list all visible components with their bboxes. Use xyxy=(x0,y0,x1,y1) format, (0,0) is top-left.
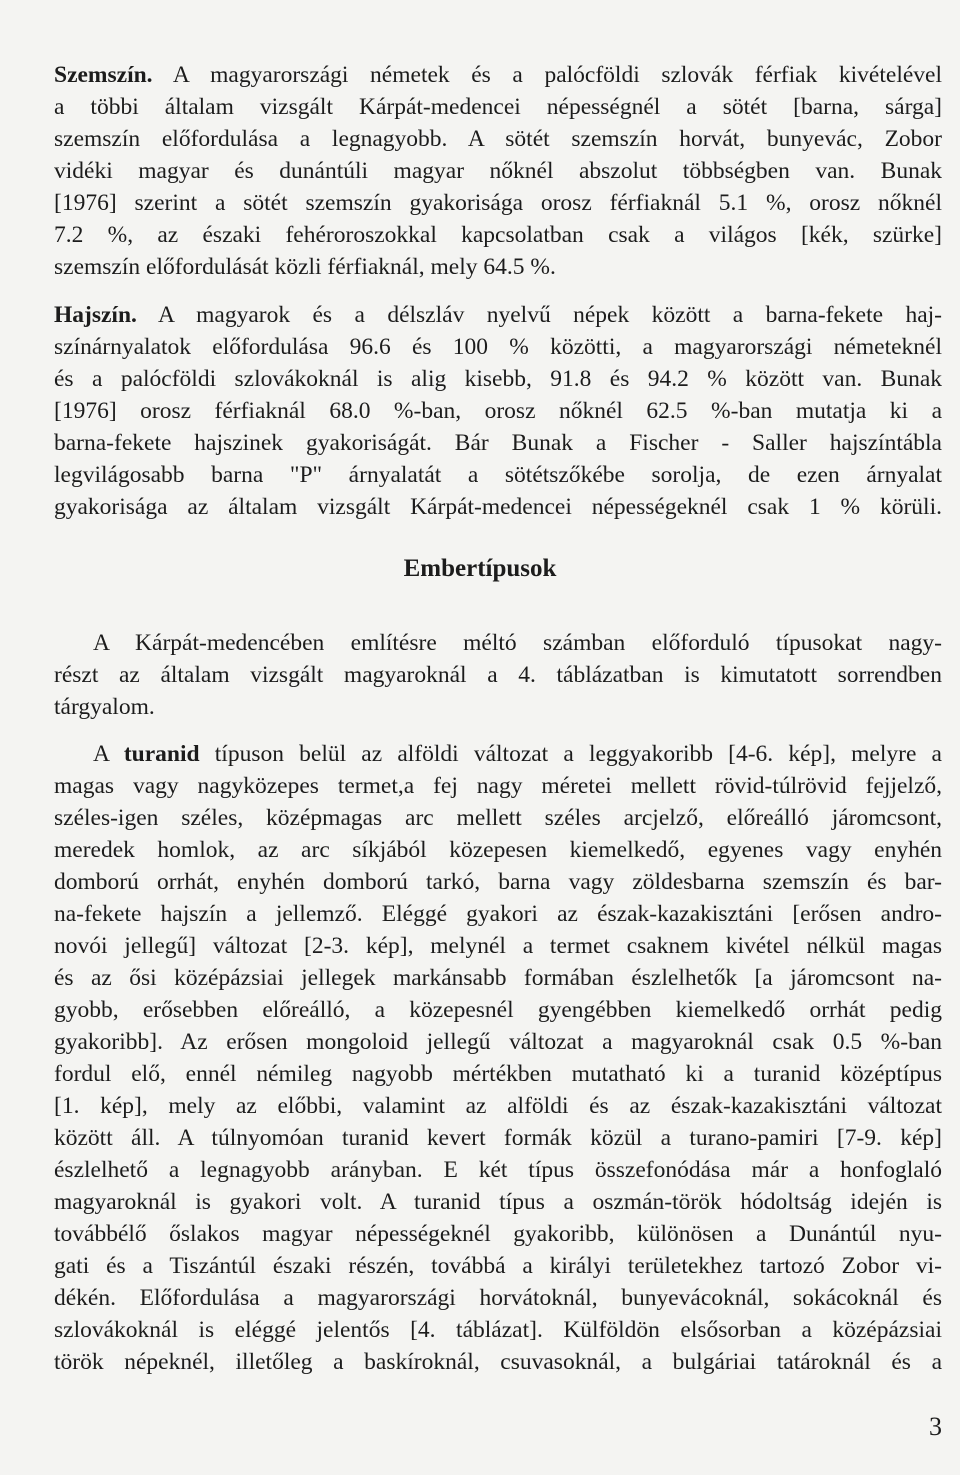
para4-line-14: észlelhető a legnagyobb arányban. E két típus összefonódása már a honfoglaló xyxy=(54,1157,942,1183)
para2-line-5: barna-fekete hajszinek gyakoriságát. Bár Bunak a Fischer - Saller hajszíntábla xyxy=(54,430,942,456)
para4-line-1 xyxy=(93,739,942,769)
para1-label: Szemszín. xyxy=(54,62,153,88)
para3-line-3: tárgyalom. xyxy=(54,694,155,720)
para3-line-1: A Kárpát-medencében említésre méltó számban előforduló típusokat nagy- xyxy=(93,630,942,656)
para4-line-1-text: típuson belül az alföldi változat a leggyakoribb [4-6. kép], melyre a xyxy=(199,741,942,767)
para4-line-3: széles-igen széles, középmagas arc mellett széles arcjelző, előreálló járomcsont, xyxy=(54,805,942,831)
para2-line-2: színárnyalatok előfordulása 96.6 és 100 % közötti, a magyarországi németeknél xyxy=(54,334,942,360)
para2-line-7: gyakorisága az általam vizsgált Kárpát-medencei népességeknél csak 1 % körüli. xyxy=(54,494,942,520)
para4-line-10: gyakoribb]. Az erősen mongoloid jellegű változat a magyaroknál csak 0.5 %-ban xyxy=(54,1029,942,1055)
para4-line-17: gati és a Tiszántúl északi részén, továbbá a királyi területekhez tartozó Zobor vi- xyxy=(54,1253,942,1279)
para4-line-7: novói jellegű] változat [2-3. kép], melynél a termet csaknem kivétel nélkül magas xyxy=(54,933,942,959)
para4-line-20: török népeknél, illetőleg a baskíroknál, csuvasoknál, a bulgáriai tatároknál és a xyxy=(54,1349,942,1375)
para1-line-1 xyxy=(54,60,942,90)
para2-line-1 xyxy=(54,300,942,330)
para4-line-19: szlovákoknál is eléggé jelentős [4. táblázat]. Külföldön elsősorban a középázsiai xyxy=(54,1317,942,1343)
para3-line-2: részt az általam vizsgált magyaroknál a 4. táblázatban is kimutatott sorrendben xyxy=(54,662,942,688)
para1-line-7: szemszín előfordulását közli férfiaknál, mely 64.5 %. xyxy=(54,254,556,280)
para2-line-3: és a palócföldi szlovákoknál is alig kisebb, 91.8 és 94.2 % között van. Bunak xyxy=(54,366,942,392)
para1-line-4: vidéki magyar és dunántúli magyar nőknél abszolut többségben van. Bunak xyxy=(54,158,942,184)
para1-line-1-text: A magyarországi németek és a palócföldi szlovák férfiak kivételével xyxy=(152,62,942,88)
para4-line-18: dékén. Előfordulása a magyarországi horvátoknál, bunyevácoknál, sokácoknál és xyxy=(54,1285,942,1311)
para4-line-12: [1. kép], mely az előbbi, valamint az alföldi és az észak-kazakisztáni változat xyxy=(54,1093,942,1119)
para4-line-4: meredek homlok, az arc síkjából közepesen kiemelkedő, egyenes vagy enyhén xyxy=(54,837,942,863)
para2-line-6: legvilágosabb barna "P" árnyalatát a sötétszőkébe sorolja, de ezen árnyalat xyxy=(54,462,942,488)
para2-line-1-text: A magyarok és a délszláv nyelvű népek között a barna-fekete haj- xyxy=(136,302,942,328)
para2-label: Hajszín. xyxy=(54,302,137,328)
page-number: 3 xyxy=(929,1412,942,1441)
para1-line-6: 7.2 %, az északi fehéroroszokkal kapcsolatban csak a világos [kék, szürke] xyxy=(54,222,942,248)
para4-line-6: na-fekete hajszín a jellemző. Eléggé gyakori az észak-kazakisztáni [erősen andro- xyxy=(54,901,942,927)
para1-line-5: [1976] szerint a sötét szemszín gyakorisága orosz férfiaknál 5.1 %, orosz nőknél xyxy=(54,190,942,216)
para4-line-15: magyaroknál is gyakori volt. A turanid típus a oszmán-török hódoltság idején is xyxy=(54,1189,942,1215)
para4-line-1-pre: A xyxy=(93,741,124,767)
para4-line-8: és az ősi középázsiai jellegek markánsabb formában észlelhetők [a járomcsont na- xyxy=(54,965,942,991)
para4-line-9: gyobb, erősebben előreálló, a közepesnél gyengébben kiemelkedő orrhát pedig xyxy=(54,997,942,1023)
section-heading: Embertípusok xyxy=(403,555,557,582)
para4-line-11: fordul elő, ennél némileg nagyobb mértékben mutatható ki a turanid középtípus xyxy=(54,1061,942,1087)
para2-line-4: [1976] orosz férfiaknál 68.0 %-ban, orosz nőknél 62.5 %-ban mutatja ki a xyxy=(54,398,942,424)
para4-line-2: magas vagy nagyközepes termet,a fej nagy méretei mellett rövid-túlrövid fejjelző, xyxy=(54,773,942,799)
para4-line-16: továbbélő őslakos magyar népességeknél gyakoribb, különösen a Dunántúl nyu- xyxy=(54,1221,942,1247)
para1-line-2: a többi általam vizsgált Kárpát-medencei népességnél a sötét [barna, sárga] xyxy=(54,94,942,120)
para1-line-3: szemszín előfordulása a legnagyobb. A sötét szemszín horvát, bunyevác, Zobor xyxy=(54,126,942,152)
para4-bold-term: turanid xyxy=(123,741,200,767)
para4-line-13: között áll. A túlnyomóan turanid kevert formák közül a turano-pamiri [7-9. kép] xyxy=(54,1125,942,1151)
para4-line-5: domború orrhát, enyhén domború tarkó, barna vagy zöldesbarna szemszín és bar- xyxy=(54,869,942,895)
